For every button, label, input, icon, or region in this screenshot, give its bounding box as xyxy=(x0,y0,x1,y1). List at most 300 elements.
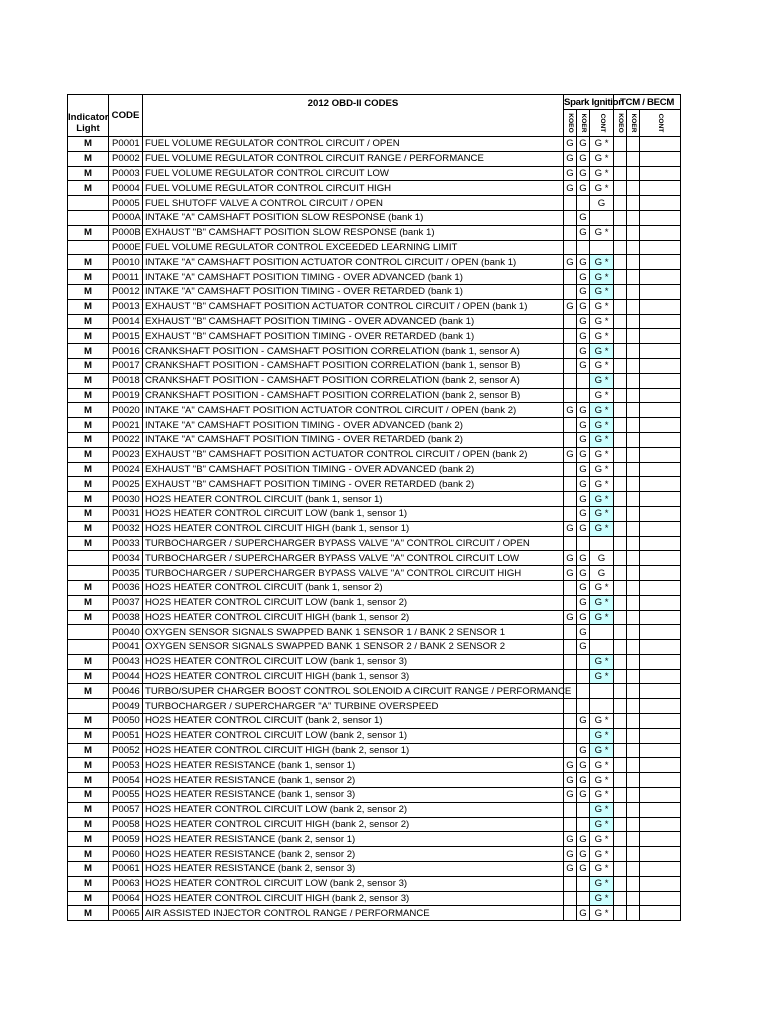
tcm-koer-cell xyxy=(627,610,640,625)
description-cell: HO2S HEATER CONTROL CIRCUIT (bank 1, sensor 2) xyxy=(143,580,564,595)
koeo-cell xyxy=(564,284,577,299)
table-row xyxy=(68,580,681,595)
code-cell: P0061 xyxy=(109,862,143,877)
code-cell: P0031 xyxy=(109,506,143,521)
tcm-cont-cell xyxy=(640,492,681,507)
description-cell: CRANKSHAFT POSITION - CAMSHAFT POSITION CORRELATION (bank 1, sensor A) xyxy=(143,344,564,359)
cont-cell: G * xyxy=(590,817,614,832)
code-cell: P0033 xyxy=(109,536,143,551)
tcm-koeo-cell xyxy=(614,447,627,462)
tcm-koeo-cell xyxy=(614,699,627,714)
koer-cell: G xyxy=(577,506,590,521)
indicator-cell: M xyxy=(68,802,109,817)
tcm-koer-cell xyxy=(627,492,640,507)
code-cell: P0043 xyxy=(109,654,143,669)
tcm-koer-cell xyxy=(627,551,640,566)
tcm-koeo-cell xyxy=(614,403,627,418)
tcm-cont-cell xyxy=(640,270,681,285)
indicator-cell: M xyxy=(68,344,109,359)
cont-cell: G * xyxy=(590,610,614,625)
tcm-koeo-cell xyxy=(614,654,627,669)
tcm-koeo-cell xyxy=(614,610,627,625)
koeo-cell xyxy=(564,196,577,211)
code-cell: P000B xyxy=(109,225,143,240)
cont-cell: G * xyxy=(590,477,614,492)
cont-cell: G * xyxy=(590,358,614,373)
cont-cell: G * xyxy=(590,373,614,388)
code-cell: P0037 xyxy=(109,595,143,610)
tcm-koeo-cell xyxy=(614,462,627,477)
description-cell: HO2S HEATER CONTROL CIRCUIT HIGH (bank 1, sensor 2) xyxy=(143,610,564,625)
description-cell: HO2S HEATER RESISTANCE (bank 1, sensor 3) xyxy=(143,788,564,803)
tcm-becm-header: TCM / BECM xyxy=(614,95,681,110)
koeo-cell: G xyxy=(564,255,577,270)
tcm-koeo-cell xyxy=(614,773,627,788)
koeo-cell xyxy=(564,418,577,433)
tcm-koeo-cell xyxy=(614,210,627,225)
cont-cell: G * xyxy=(590,788,614,803)
cont-cell: G * xyxy=(590,773,614,788)
indicator-cell: M xyxy=(68,684,109,699)
koeo-cell xyxy=(564,536,577,551)
tcm-cont-cell xyxy=(640,640,681,655)
cont-cell: G xyxy=(590,566,614,581)
koeo-cell xyxy=(564,728,577,743)
indicator-cell: M xyxy=(68,462,109,477)
indicator-cell: M xyxy=(68,225,109,240)
koer-cell xyxy=(577,876,590,891)
code-cell: P0022 xyxy=(109,432,143,447)
tcm-koeo-cell xyxy=(614,388,627,403)
tcm-cont-header: CONT xyxy=(640,110,681,137)
tcm-cont-cell xyxy=(640,580,681,595)
tcm-koeo-cell xyxy=(614,521,627,536)
tcm-koeo-cell xyxy=(614,714,627,729)
tcm-koeo-cell xyxy=(614,255,627,270)
tcm-cont-cell xyxy=(640,758,681,773)
indicator-cell: M xyxy=(68,137,109,152)
tcm-koer-cell xyxy=(627,270,640,285)
koer-cell xyxy=(577,817,590,832)
cont-cell: G * xyxy=(590,181,614,196)
koeo-cell xyxy=(564,595,577,610)
description-cell: TURBOCHARGER / SUPERCHARGER BYPASS VALVE "A" CONTROL CIRCUIT HIGH xyxy=(143,566,564,581)
tcm-koer-cell xyxy=(627,166,640,181)
description-cell: CRANKSHAFT POSITION - CAMSHAFT POSITION CORRELATION (bank 2, sensor B) xyxy=(143,388,564,403)
description-cell: HO2S HEATER CONTROL CIRCUIT LOW (bank 2, sensor 3) xyxy=(143,876,564,891)
code-cell: P0057 xyxy=(109,802,143,817)
tcm-koer-cell xyxy=(627,137,640,152)
code-cell: P0017 xyxy=(109,358,143,373)
tcm-cont-cell xyxy=(640,728,681,743)
tcm-cont-cell xyxy=(640,876,681,891)
tcm-koeo-cell xyxy=(614,181,627,196)
tcm-cont-cell xyxy=(640,669,681,684)
code-cell: P0025 xyxy=(109,477,143,492)
table-title: 2012 OBD-II CODES xyxy=(143,95,564,137)
koeo-cell: G xyxy=(564,137,577,152)
table-body xyxy=(68,137,681,921)
code-cell: P0018 xyxy=(109,373,143,388)
indicator-cell xyxy=(68,551,109,566)
koer-cell xyxy=(577,684,590,699)
tcm-koer-cell xyxy=(627,654,640,669)
description-cell: TURBOCHARGER / SUPERCHARGER "A" TURBINE OVERSPEED xyxy=(143,699,564,714)
koer-cell: G xyxy=(577,743,590,758)
tcm-cont-cell xyxy=(640,240,681,255)
tcm-cont-cell xyxy=(640,314,681,329)
tcm-koer-cell xyxy=(627,640,640,655)
koer-cell: G xyxy=(577,773,590,788)
obd-codes-table xyxy=(67,94,681,921)
tcm-koer-cell xyxy=(627,284,640,299)
koeo-cell xyxy=(564,699,577,714)
tcm-koeo-cell xyxy=(614,506,627,521)
koeo-cell: G xyxy=(564,758,577,773)
koer-cell: G xyxy=(577,462,590,477)
indicator-cell xyxy=(68,699,109,714)
koeo-cell xyxy=(564,906,577,921)
tcm-koer-cell xyxy=(627,847,640,862)
tcm-cont-cell xyxy=(640,477,681,492)
indicator-cell xyxy=(68,240,109,255)
description-cell: INTAKE "A" CAMSHAFT POSITION SLOW RESPONSE (bank 1) xyxy=(143,210,564,225)
code-cell: P0036 xyxy=(109,580,143,595)
koer-cell: G xyxy=(577,432,590,447)
description-cell: HO2S HEATER RESISTANCE (bank 2, sensor 3) xyxy=(143,862,564,877)
indicator-cell: M xyxy=(68,166,109,181)
koer-cell: G xyxy=(577,551,590,566)
koeo-cell xyxy=(564,654,577,669)
indicator-cell: M xyxy=(68,743,109,758)
koeo-cell xyxy=(564,462,577,477)
tcm-cont-cell xyxy=(640,196,681,211)
koer-cell: G xyxy=(577,314,590,329)
table-row xyxy=(68,492,681,507)
koeo-cell xyxy=(564,580,577,595)
tcm-koeo-cell xyxy=(614,669,627,684)
description-cell: OXYGEN SENSOR SIGNALS SWAPPED BANK 1 SENSOR 1 / BANK 2 SENSOR 1 xyxy=(143,625,564,640)
description-cell: INTAKE "A" CAMSHAFT POSITION TIMING - OVER ADVANCED (bank 2) xyxy=(143,418,564,433)
code-cell: P0032 xyxy=(109,521,143,536)
tcm-koer-cell xyxy=(627,240,640,255)
koer-cell: G xyxy=(577,477,590,492)
tcm-cont-cell xyxy=(640,255,681,270)
table-row xyxy=(68,151,681,166)
code-cell: P0052 xyxy=(109,743,143,758)
tcm-koeo-cell xyxy=(614,166,627,181)
cont-cell xyxy=(590,536,614,551)
code-cell: P0051 xyxy=(109,728,143,743)
table-row xyxy=(68,373,681,388)
cont-cell: G * xyxy=(590,492,614,507)
koeo-cell xyxy=(564,344,577,359)
cont-cell xyxy=(590,625,614,640)
tcm-koeo-cell xyxy=(614,566,627,581)
indicator-cell: M xyxy=(68,255,109,270)
tcm-cont-cell xyxy=(640,388,681,403)
tcm-koer-cell xyxy=(627,521,640,536)
tcm-cont-cell xyxy=(640,684,681,699)
indicator-cell: M xyxy=(68,817,109,832)
cont-cell: G * xyxy=(590,447,614,462)
indicator-cell: M xyxy=(68,832,109,847)
indicator-cell: M xyxy=(68,906,109,921)
tcm-koer-cell xyxy=(627,403,640,418)
code-cell: P0016 xyxy=(109,344,143,359)
tcm-koeo-cell xyxy=(614,477,627,492)
koeo-cell xyxy=(564,210,577,225)
description-cell: INTAKE "A" CAMSHAFT POSITION TIMING - OVER RETARDED (bank 2) xyxy=(143,432,564,447)
description-cell: HO2S HEATER CONTROL CIRCUIT HIGH (bank 2, sensor 1) xyxy=(143,743,564,758)
code-cell: P0065 xyxy=(109,906,143,921)
description-cell: EXHAUST "B" CAMSHAFT POSITION ACTUATOR CONTROL CIRCUIT / OPEN (bank 1) xyxy=(143,299,564,314)
koeo-cell xyxy=(564,329,577,344)
code-cell: P0019 xyxy=(109,388,143,403)
koer-cell: G xyxy=(577,447,590,462)
tcm-koeo-cell xyxy=(614,580,627,595)
koer-cell: G xyxy=(577,521,590,536)
description-cell: HO2S HEATER RESISTANCE (bank 2, sensor 1) xyxy=(143,832,564,847)
tcm-cont-cell xyxy=(640,891,681,906)
koeo-cell xyxy=(564,477,577,492)
tcm-cont-cell xyxy=(640,802,681,817)
koer-cell: G xyxy=(577,225,590,240)
cont-cell: G * xyxy=(590,151,614,166)
koer-cell: G xyxy=(577,166,590,181)
cont-cell: G * xyxy=(590,802,614,817)
koer-cell: G xyxy=(577,832,590,847)
tcm-koer-cell xyxy=(627,447,640,462)
description-cell: FUEL VOLUME REGULATOR CONTROL CIRCUIT HIGH xyxy=(143,181,564,196)
tcm-cont-cell xyxy=(640,284,681,299)
tcm-cont-cell xyxy=(640,536,681,551)
tcm-koer-cell xyxy=(627,832,640,847)
tcm-koeo-cell xyxy=(614,240,627,255)
tcm-cont-cell xyxy=(640,521,681,536)
cont-cell: G * xyxy=(590,862,614,877)
cont-cell: G * xyxy=(590,270,614,285)
tcm-cont-cell xyxy=(640,610,681,625)
code-cell: P0002 xyxy=(109,151,143,166)
tcm-koer-cell xyxy=(627,299,640,314)
indicator-cell xyxy=(68,196,109,211)
table-row xyxy=(68,758,681,773)
code-cell: P0004 xyxy=(109,181,143,196)
table-row xyxy=(68,255,681,270)
table-row xyxy=(68,536,681,551)
tcm-cont-cell xyxy=(640,699,681,714)
indicator-light-header: Indicator Light xyxy=(68,95,109,137)
description-cell: AIR ASSISTED INJECTOR CONTROL RANGE / PERFORMANCE xyxy=(143,906,564,921)
koeo-cell: G xyxy=(564,551,577,566)
table-row xyxy=(68,595,681,610)
table-row xyxy=(68,506,681,521)
indicator-cell: M xyxy=(68,536,109,551)
koer-cell: G xyxy=(577,566,590,581)
indicator-cell: M xyxy=(68,388,109,403)
tcm-cont-cell xyxy=(640,432,681,447)
table-row xyxy=(68,743,681,758)
table-row xyxy=(68,728,681,743)
koeo-cell xyxy=(564,802,577,817)
table-row xyxy=(68,314,681,329)
cont-cell: G * xyxy=(590,595,614,610)
tcm-koeo-cell xyxy=(614,906,627,921)
koer-cell xyxy=(577,196,590,211)
description-cell: HO2S HEATER CONTROL CIRCUIT LOW (bank 1, sensor 2) xyxy=(143,595,564,610)
description-cell: FUEL VOLUME REGULATOR CONTROL CIRCUIT / OPEN xyxy=(143,137,564,152)
koeo-cell xyxy=(564,358,577,373)
indicator-cell xyxy=(68,566,109,581)
code-cell: P0023 xyxy=(109,447,143,462)
koeo-cell xyxy=(564,492,577,507)
koer-cell: G xyxy=(577,492,590,507)
koeo-cell: G xyxy=(564,166,577,181)
table-row xyxy=(68,862,681,877)
cont-cell: G * xyxy=(590,388,614,403)
description-cell: EXHAUST "B" CAMSHAFT POSITION SLOW RESPONSE (bank 1) xyxy=(143,225,564,240)
cont-cell: G * xyxy=(590,418,614,433)
tcm-koeo-cell xyxy=(614,284,627,299)
tcm-koeo-cell xyxy=(614,595,627,610)
tcm-koer-cell xyxy=(627,788,640,803)
description-cell: HO2S HEATER CONTROL CIRCUIT (bank 1, sensor 1) xyxy=(143,492,564,507)
koer-cell: G xyxy=(577,788,590,803)
description-cell: INTAKE "A" CAMSHAFT POSITION ACTUATOR CONTROL CIRCUIT / OPEN (bank 1) xyxy=(143,255,564,270)
cont-cell xyxy=(590,640,614,655)
code-cell: P0063 xyxy=(109,876,143,891)
indicator-cell: M xyxy=(68,891,109,906)
code-cell: P0012 xyxy=(109,284,143,299)
koeo-cell: G xyxy=(564,181,577,196)
table-row xyxy=(68,196,681,211)
description-cell: EXHAUST "B" CAMSHAFT POSITION TIMING - OVER ADVANCED (bank 2) xyxy=(143,462,564,477)
tcm-cont-cell xyxy=(640,462,681,477)
table-row xyxy=(68,684,681,699)
indicator-cell xyxy=(68,210,109,225)
tcm-koer-cell xyxy=(627,817,640,832)
description-cell: HO2S HEATER CONTROL CIRCUIT LOW (bank 2, sensor 2) xyxy=(143,802,564,817)
tcm-koer-cell xyxy=(627,196,640,211)
tcm-koer-cell xyxy=(627,329,640,344)
tcm-cont-cell xyxy=(640,654,681,669)
indicator-cell: M xyxy=(68,788,109,803)
koer-cell: G xyxy=(577,181,590,196)
cont-cell: G * xyxy=(590,743,614,758)
koeo-cell: G xyxy=(564,566,577,581)
description-cell: CRANKSHAFT POSITION - CAMSHAFT POSITION CORRELATION (bank 1, sensor B) xyxy=(143,358,564,373)
koer-cell xyxy=(577,699,590,714)
indicator-cell: M xyxy=(68,862,109,877)
koer-cell xyxy=(577,240,590,255)
table-row xyxy=(68,329,681,344)
cont-cell: G * xyxy=(590,580,614,595)
description-cell: EXHAUST "B" CAMSHAFT POSITION TIMING - OVER ADVANCED (bank 1) xyxy=(143,314,564,329)
description-cell: EXHAUST "B" CAMSHAFT POSITION TIMING - OVER RETARDED (bank 1) xyxy=(143,329,564,344)
table-row xyxy=(68,714,681,729)
table-row xyxy=(68,891,681,906)
cont-cell: G * xyxy=(590,654,614,669)
cont-cell: G * xyxy=(590,403,614,418)
description-cell: INTAKE "A" CAMSHAFT POSITION ACTUATOR CONTROL CIRCUIT / OPEN (bank 2) xyxy=(143,403,564,418)
description-cell: HO2S HEATER CONTROL CIRCUIT LOW (bank 1, sensor 1) xyxy=(143,506,564,521)
tcm-koer-cell xyxy=(627,358,640,373)
koeo-cell: G xyxy=(564,299,577,314)
cont-cell: G * xyxy=(590,906,614,921)
koer-cell: G xyxy=(577,151,590,166)
koeo-cell xyxy=(564,876,577,891)
table-row xyxy=(68,817,681,832)
koeo-cell xyxy=(564,373,577,388)
tcm-koer-cell xyxy=(627,566,640,581)
indicator-cell: M xyxy=(68,284,109,299)
tcm-koer-cell xyxy=(627,684,640,699)
tcm-koeo-cell xyxy=(614,758,627,773)
code-cell: P0034 xyxy=(109,551,143,566)
tcm-koeo-cell xyxy=(614,344,627,359)
tcm-cont-cell xyxy=(640,358,681,373)
koer-cell: G xyxy=(577,580,590,595)
cont-cell: G * xyxy=(590,225,614,240)
table-row xyxy=(68,477,681,492)
cont-cell: G * xyxy=(590,299,614,314)
tcm-koeo-cell xyxy=(614,225,627,240)
description-cell: OXYGEN SENSOR SIGNALS SWAPPED BANK 1 SENSOR 2 / BANK 2 SENSOR 2 xyxy=(143,640,564,655)
tcm-koer-cell xyxy=(627,728,640,743)
cont-cell: G xyxy=(590,196,614,211)
tcm-cont-cell xyxy=(640,788,681,803)
koer-cell xyxy=(577,728,590,743)
tcm-cont-cell xyxy=(640,832,681,847)
description-cell: TURBO/SUPER CHARGER BOOST CONTROL SOLENOID A CIRCUIT RANGE / PERFORMANCE xyxy=(143,684,564,699)
tcm-koeo-cell xyxy=(614,625,627,640)
koeo-cell xyxy=(564,240,577,255)
table-row xyxy=(68,270,681,285)
code-cell: P0060 xyxy=(109,847,143,862)
description-cell: HO2S HEATER CONTROL CIRCUIT HIGH (bank 1, sensor 3) xyxy=(143,669,564,684)
tcm-koeo-cell xyxy=(614,802,627,817)
koer-cell: G xyxy=(577,329,590,344)
table-row xyxy=(68,625,681,640)
code-cell: P0030 xyxy=(109,492,143,507)
tcm-koeo-cell xyxy=(614,418,627,433)
description-cell: TURBOCHARGER / SUPERCHARGER BYPASS VALVE "A" CONTROL CIRCUIT / OPEN xyxy=(143,536,564,551)
tcm-cont-cell xyxy=(640,506,681,521)
description-cell: HO2S HEATER CONTROL CIRCUIT LOW (bank 2, sensor 1) xyxy=(143,728,564,743)
indicator-cell xyxy=(68,640,109,655)
indicator-cell: M xyxy=(68,314,109,329)
table-row xyxy=(68,551,681,566)
koer-cell: G xyxy=(577,418,590,433)
tcm-koeo-cell xyxy=(614,847,627,862)
code-cell: P0011 xyxy=(109,270,143,285)
description-cell: HO2S HEATER CONTROL CIRCUIT HIGH (bank 1, sensor 1) xyxy=(143,521,564,536)
description-cell: EXHAUST "B" CAMSHAFT POSITION TIMING - OVER RETARDED (bank 2) xyxy=(143,477,564,492)
cont-cell: G * xyxy=(590,329,614,344)
koer-cell: G xyxy=(577,255,590,270)
code-cell: P0038 xyxy=(109,610,143,625)
table-row xyxy=(68,210,681,225)
description-cell: FUEL VOLUME REGULATOR CONTROL EXCEEDED LEARNING LIMIT xyxy=(143,240,564,255)
tcm-koer-cell xyxy=(627,876,640,891)
tcm-koer-cell xyxy=(627,181,640,196)
code-cell: P000A xyxy=(109,210,143,225)
tcm-koeo-cell xyxy=(614,817,627,832)
cont-cell: G * xyxy=(590,669,614,684)
description-cell: EXHAUST "B" CAMSHAFT POSITION ACTUATOR CONTROL CIRCUIT / OPEN (bank 2) xyxy=(143,447,564,462)
spark-ignition-header: Spark Ignition xyxy=(564,96,624,108)
